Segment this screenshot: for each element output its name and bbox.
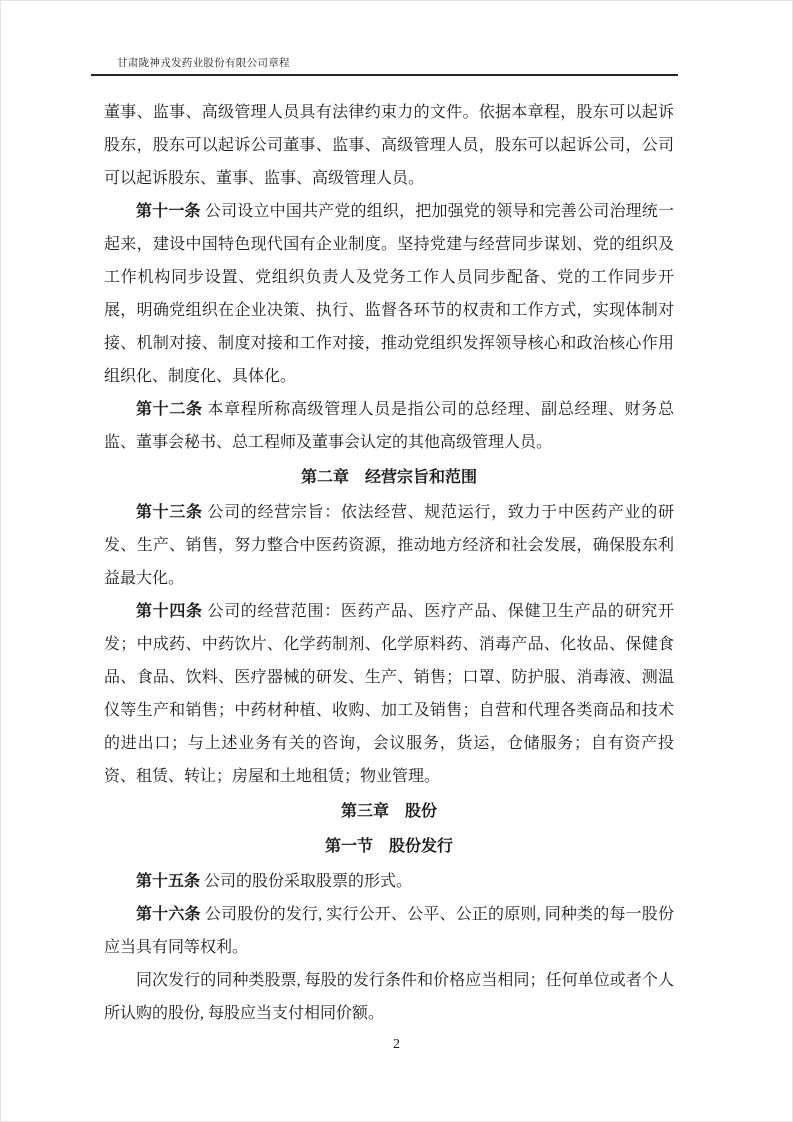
paragraph: 同次发行的同种类股票, 每股的发行条件和价格应当相同；任何单位或者个人所认购的股份, 每股应当支付相同价额。 bbox=[104, 972, 674, 1022]
chapter-heading: 第三章 股份 bbox=[340, 803, 437, 820]
paragraph: 第十四条 公司的经营范围：医药产品、医疗产品、保健卫生产品的研究开发；中成药、中药饮片、化学药制剂、化学原料药、消毒产品、化妆品、保健食品、食品、饮料、医疗器械的研发、生产、销售；口罩、防护服、消毒液、测温仪等生产和销售；中药材种植、收购、加工及销售；自营和代理各类商品和技术的进出口；与上述业务有关的咨询，会议服务，货运，仓储服务；自有资产投资、租赁、转让；房屋和土地租赁；物业管理。 bbox=[104, 603, 674, 785]
page-header bbox=[91, 55, 678, 76]
paragraph: 董事、监事、高级管理人员具有法律约束力的文件。依据本章程，股东可以起诉股东，股东可以起诉公司董事、监事、高级管理人员，股东可以起诉公司，公司可以起诉股东、董事、监事、高级管理人员。 bbox=[104, 104, 674, 187]
paragraph: 第十六条 公司股份的发行, 实行公开、公平、公正的原则, 同种类的每一股份应当具有同等权利。 bbox=[104, 906, 674, 956]
page-number: 2 bbox=[393, 1037, 400, 1052]
paragraph: 第十二条 本章程所称高级管理人员是指公司的总经理、副总经理、财务总监、董事会秘书、总工程师及董事会认定的其他高级管理人员。 bbox=[104, 401, 674, 451]
header-title: 甘肃陇神戎发药业股份有限公司章程 bbox=[117, 58, 290, 69]
paragraph: 第十五条 公司的股份采取股票的形式。 bbox=[136, 873, 413, 890]
article-number: 第十四条 bbox=[136, 603, 203, 620]
article-number: 第十二条 bbox=[136, 401, 203, 418]
article-number: 第十六条 bbox=[136, 906, 201, 923]
section-heading: 第一节 股份发行 bbox=[324, 838, 453, 855]
chapter-heading: 第二章 经营宗旨和范围 bbox=[300, 469, 477, 486]
document-body bbox=[104, 96, 674, 1030]
article-number: 第十五条 bbox=[136, 873, 201, 890]
paragraph: 第十三条 公司的经营宗旨：依法经营、规范运行，致力于中医药产业的研发、生产、销售，努力整合中医药资源，推动地方经济和社会发展，确保股东利益最大化。 bbox=[104, 504, 674, 587]
paragraph: 第十一条 公司设立中国共产党的组织，把加强党的领导和完善公司治理统一起来，建设中国特色现代国有企业制度。坚持党建与经营同步谋划、党的组织及工作机构同步设置、党组织负责人及党务工作人员同步配备、党的工作同步开展，明确党组织在企业决策、执行、监督各环节的权责和工作方式，实现体制对接、机制对接、制度对接和工作对接，推动党组织发挥领导核心和政治核心作用组织化、制度化、具体化。 bbox=[104, 203, 674, 385]
article-number: 第十三条 bbox=[136, 504, 203, 521]
page-footer bbox=[1, 1037, 792, 1053]
article-number: 第十一条 bbox=[136, 203, 201, 220]
